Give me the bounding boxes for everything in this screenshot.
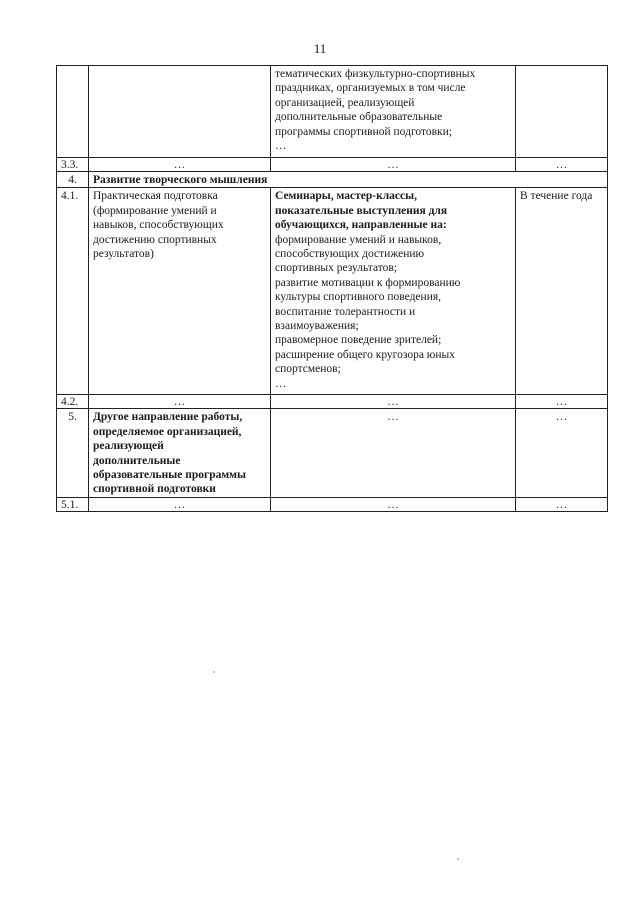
period-text: В течение года	[520, 190, 593, 203]
direction-line: спортивной подготовки	[93, 483, 216, 496]
content-line: тематических физкультурно-спортивных	[275, 68, 476, 80]
content-line: спортивных результатов;	[275, 262, 398, 275]
direction-cell: …	[89, 395, 271, 409]
scan-speck	[213, 671, 215, 673]
page-number: 11	[313, 41, 327, 56]
row-number-cell: 3.3.	[57, 158, 89, 172]
direction-line: навыков, способствующих	[93, 219, 224, 232]
row-number-cell: 4.	[57, 172, 89, 188]
scan-speck	[457, 858, 459, 860]
direction-cell: …	[89, 158, 271, 172]
row-number-cell	[57, 66, 89, 158]
period-cell: …	[516, 497, 608, 511]
content-line: программы спортивной подготовки;	[275, 125, 452, 138]
content-line: спортсменов;	[275, 363, 341, 376]
content-cell	[271, 66, 516, 158]
content-line: способствующих достижению	[275, 248, 425, 261]
period-cell: …	[516, 395, 608, 409]
direction-cell	[89, 409, 271, 497]
content-cell: …	[271, 497, 516, 511]
content-line: …	[275, 377, 287, 390]
period-cell: …	[516, 158, 608, 172]
direction-line: достижению спортивных	[93, 233, 217, 246]
content-heading-line: Семинары, мастер-классы,	[275, 190, 417, 203]
content-cell: …	[271, 409, 516, 497]
direction-line: Практическая подготовка	[93, 190, 218, 203]
direction-line: определяемое организацией,	[93, 425, 242, 438]
row-number-cell: 4.2.	[57, 395, 89, 409]
content-line: праздниках, организуемых в том числе	[275, 82, 466, 95]
content-line: формирование умений и навыков,	[275, 233, 442, 246]
period-cell: …	[516, 409, 608, 497]
content-cell: …	[271, 395, 516, 409]
table-row-section-4	[57, 172, 608, 188]
table-row-section-5	[57, 409, 608, 497]
direction-line: (формирование умений и	[93, 204, 217, 217]
content-line: дополнительные образовательные	[275, 111, 443, 124]
period-cell	[516, 188, 608, 395]
content-line: развитие мотивации к формированию	[275, 276, 461, 289]
direction-line: дополнительные	[93, 454, 181, 467]
activity-plan-table	[56, 65, 608, 512]
table-row-5-1	[57, 497, 608, 511]
content-line: расширение общего кругозора юных	[275, 348, 456, 361]
direction-cell	[89, 66, 271, 158]
content-line: взаимоуважения;	[275, 320, 359, 333]
direction-line: Другое направление работы,	[93, 411, 243, 424]
direction-cell	[89, 188, 271, 395]
table-row-4-1	[57, 188, 608, 395]
content-line: правомерное поведение зрителей;	[275, 334, 442, 347]
section-title-cell: Развитие творческого мышления	[89, 172, 608, 188]
content-heading-line: показательные выступления для	[275, 204, 448, 217]
direction-line: реализующей	[93, 440, 164, 453]
content-line: культуры спортивного поведения,	[275, 291, 442, 304]
direction-cell: …	[89, 497, 271, 511]
content-cell: …	[271, 158, 516, 172]
content-line: организацией, реализующей	[275, 96, 415, 109]
content-cell	[271, 188, 516, 395]
period-cell	[516, 66, 608, 158]
row-number-cell: 4.1.	[57, 188, 89, 395]
direction-line: образовательные программы	[93, 469, 246, 482]
table-row-4-2	[57, 395, 608, 409]
table-row-3-3	[57, 158, 608, 172]
row-number-cell: 5.	[57, 409, 89, 497]
direction-line: результатов)	[93, 248, 154, 261]
table-row-continuation	[57, 66, 608, 158]
row-number-cell: 5.1.	[57, 497, 89, 511]
content-heading-line: обучающихся, направленные на:	[275, 219, 447, 232]
content-line: воспитание толерантности и	[275, 305, 416, 318]
content-line: …	[275, 140, 287, 153]
